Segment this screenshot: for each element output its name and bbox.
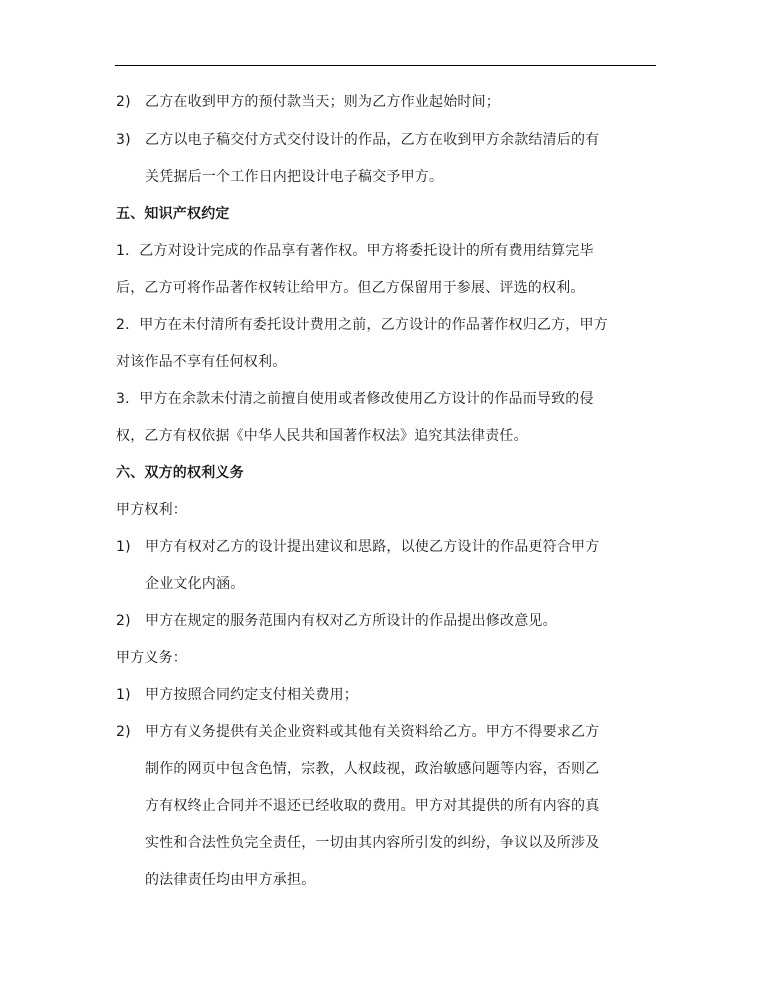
paragraph-line: 实性和合法性负完全责任，一切由其内容所引发的纠纷，争议以及所涉及 <box>145 835 600 851</box>
list-number: 2) <box>116 613 131 629</box>
list-number: 1) <box>116 687 131 703</box>
paragraph-line: 制作的网页中包含色情，宗教，人权歧视，政治敏感问题等内容，否则乙 <box>145 761 600 777</box>
paragraph-line: 甲方有权对乙方的设计提出建议和思路，以使乙方设计的作品更符合甲方 <box>145 539 600 555</box>
paragraph-line: 后，乙方可将作品著作权转让给甲方。但乙方保留用于参展、评选的权利。 <box>116 280 585 296</box>
paragraph-line: 2．甲方在未付清所有委托设计费用之前，乙方设计的作品著作权归乙方，甲方 <box>116 317 608 333</box>
paragraph-line: 关凭据后一个工作日内把设计电子稿交予甲方。 <box>145 169 444 185</box>
paragraph-line: 的法律责任均由甲方承担。 <box>145 872 316 888</box>
paragraph-line: 乙方以电子稿交付方式交付设计的作品，乙方在收到甲方余款结清后的有 <box>145 132 600 148</box>
header-rule <box>115 65 656 66</box>
section-heading: 五、知识产权约定 <box>116 206 230 222</box>
paragraph-line: 3．甲方在余款未付清之前擅自使用或者修改使用乙方设计的作品而导致的侵 <box>116 391 594 407</box>
paragraph-line: 方有权终止合同并不退还已经收取的费用。甲方对其提供的所有内容的真 <box>145 798 600 814</box>
paragraph-line: 乙方在收到甲方的预付款当天；则为乙方作业起始时间； <box>145 94 500 110</box>
section-heading: 六、双方的权利义务 <box>116 465 244 481</box>
paragraph-line: 1．乙方对设计完成的作品享有著作权。甲方将委托设计的所有费用结算完毕 <box>116 243 594 259</box>
paragraph-line: 对该作品不享有任何权利。 <box>116 354 287 370</box>
paragraph-line: 甲方按照合同约定支付相关费用； <box>145 687 358 703</box>
list-number: 3) <box>116 132 131 148</box>
subheading: 甲方义务： <box>116 650 187 666</box>
paragraph-line: 权，乙方有权依据《中华人民共和国著作权法》追究其法律责任。 <box>116 428 528 444</box>
paragraph-line: 企业文化内涵。 <box>145 576 245 592</box>
list-number: 2) <box>116 94 131 110</box>
list-number: 2) <box>116 724 131 740</box>
list-number: 1) <box>116 539 131 555</box>
subheading: 甲方权利： <box>116 502 187 518</box>
paragraph-line: 甲方有义务提供有关企业资料或其他有关资料给乙方。甲方不得要求乙方 <box>145 724 600 740</box>
paragraph-line: 甲方在规定的服务范围内有权对乙方所设计的作品提出修改意见。 <box>145 613 557 629</box>
